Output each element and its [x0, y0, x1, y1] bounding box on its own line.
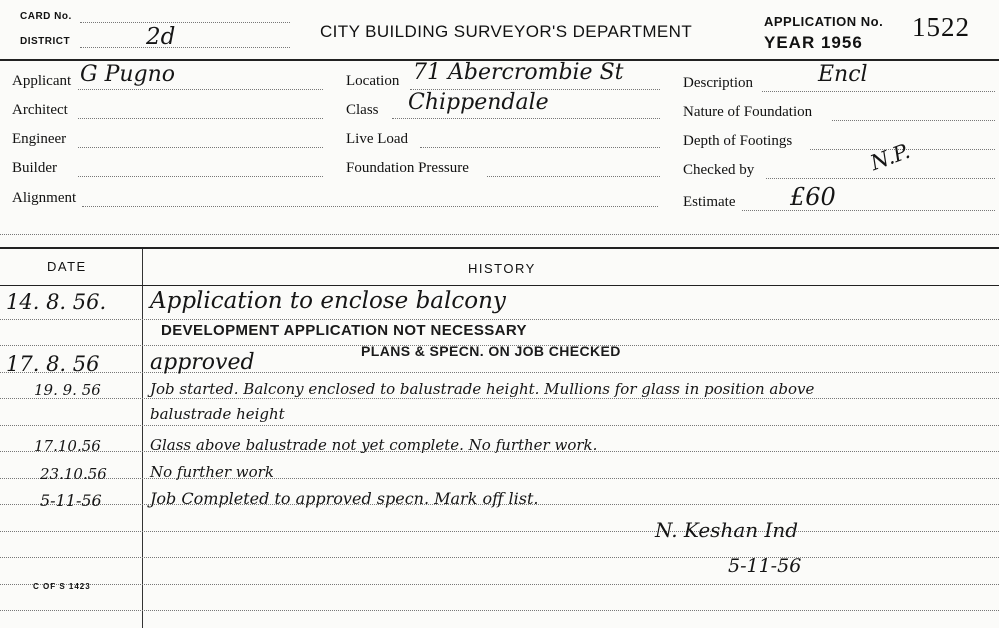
- applicant-value: G Pugno: [80, 62, 176, 87]
- district-label: DISTRICT: [20, 36, 71, 47]
- history-text: Application to enclose balcony: [150, 288, 506, 314]
- architect-line: [78, 118, 323, 119]
- ruled-line: [0, 398, 999, 399]
- location-value: 71 Abercrombie St: [413, 60, 624, 85]
- plans-checked-stamp: PLANS & SPECN. ON JOB CHECKED: [361, 343, 621, 359]
- history-top-rule: [0, 247, 999, 249]
- history-text: Job started. Balcony enclosed to balustrade height. Mullions for glass in position above: [150, 380, 815, 398]
- alignment-label: Alignment: [12, 190, 77, 206]
- live-load-label: Live Load: [346, 131, 409, 147]
- development-stamp: DEVELOPMENT APPLICATION NOT NECESSARY: [161, 322, 527, 339]
- history-date: 17. 8. 56: [6, 352, 100, 376]
- builder-label: Builder: [12, 160, 57, 176]
- history-text: Job Completed to approved specn. Mark off list.: [150, 489, 539, 508]
- history-header-rule: [0, 285, 999, 286]
- history-text: No further work: [150, 463, 274, 481]
- engineer-label: Engineer: [12, 131, 67, 147]
- history-date: 17.10.56: [34, 437, 101, 455]
- date-column-divider: [142, 249, 143, 628]
- history-date: 5-11-56: [40, 491, 102, 510]
- checked-by-label: Checked by: [683, 162, 755, 178]
- foundation-pressure-label: Foundation Pressure: [346, 160, 469, 176]
- application-number: 1522: [912, 12, 970, 42]
- signature: N. Keshan Ind: [655, 518, 799, 542]
- alignment-line: [82, 206, 658, 207]
- engineer-line: [78, 147, 323, 148]
- history-header: HISTORY: [468, 261, 536, 276]
- live-load-line: [420, 147, 660, 148]
- history-text: approved: [150, 350, 255, 375]
- applicant-line: [78, 89, 323, 90]
- location-label: Location: [346, 73, 400, 89]
- history-date: 19. 9. 56: [34, 381, 101, 399]
- foundation-pressure-line: [487, 176, 660, 177]
- district-value: 2d: [146, 24, 176, 50]
- application-no-label: APPLICATION No.: [764, 14, 884, 29]
- nature-of-foundation-line: [832, 120, 995, 121]
- ruled-line: [0, 610, 999, 611]
- architect-label: Architect: [12, 102, 68, 118]
- description-value: Encl: [818, 62, 868, 87]
- history-date: 23.10.56: [40, 465, 107, 483]
- builder-line: [78, 176, 323, 177]
- class-line: [392, 118, 660, 119]
- description-line: [762, 91, 995, 92]
- ruled-line: [0, 531, 999, 532]
- history-text: balustrade height: [150, 405, 285, 423]
- class-label: Class: [346, 102, 379, 118]
- ruled-line: [0, 584, 999, 585]
- district-line: [80, 47, 290, 48]
- fields-bottom-line: [0, 234, 999, 235]
- year-label: YEAR 1956: [764, 33, 863, 52]
- history-date: 14. 8. 56.: [6, 290, 107, 314]
- department-title: CITY BUILDING SURVEYOR'S DEPARTMENT: [320, 22, 693, 41]
- history-text: Glass above balustrade not yet complete. No further work.: [150, 436, 598, 454]
- checked-by-value: N.P.: [867, 138, 914, 176]
- applicant-label: Applicant: [12, 73, 72, 89]
- card-no-line: [80, 22, 290, 23]
- card-no-label: CARD No.: [20, 11, 72, 22]
- estimate-label: Estimate: [683, 194, 736, 210]
- estimate-line: [742, 210, 995, 211]
- estimate-value: £60: [790, 183, 836, 211]
- date-header: DATE: [47, 259, 87, 274]
- checked-by-line: [766, 178, 995, 179]
- ruled-line: [0, 557, 999, 558]
- nature-of-foundation-label: Nature of Foundation: [683, 104, 813, 120]
- class-value: Chippendale: [408, 90, 549, 115]
- signature-date: 5-11-56: [728, 555, 802, 577]
- ruled-line: [0, 319, 999, 320]
- description-label: Description: [683, 75, 753, 91]
- form-code: C OF S 1423: [33, 582, 91, 591]
- ruled-line: [0, 425, 999, 426]
- depth-of-footings-label: Depth of Footings: [683, 133, 793, 149]
